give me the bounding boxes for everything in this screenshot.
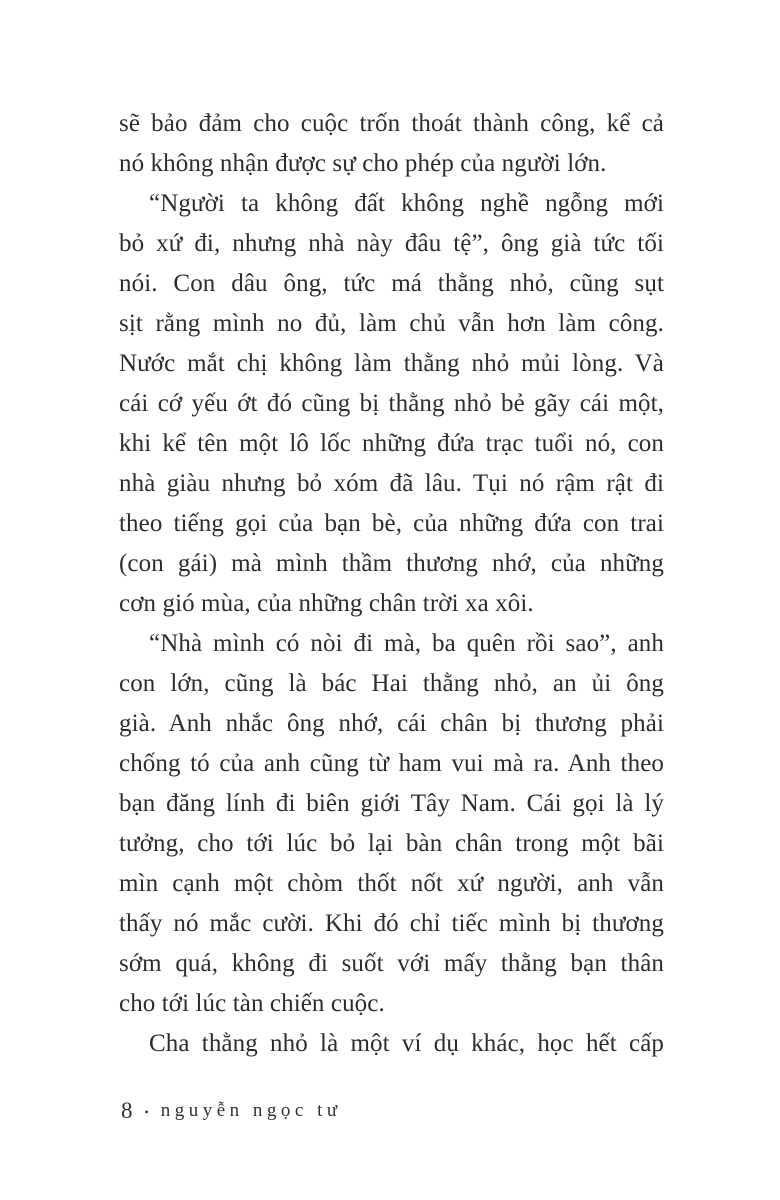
author-name: nguyễn ngọc tư — [160, 1100, 342, 1121]
page-number: 8 — [121, 1098, 133, 1123]
text-line: “Nhà mình có nòi đi mà, ba quên rồi sao”, anh — [149, 630, 664, 657]
paragraph — [119, 184, 664, 624]
text-line: cơn gió mùa, của những chân trời xa xôi. — [119, 590, 534, 617]
text-line: (con gái) mà mình thầm thương nhớ, của những — [119, 550, 664, 577]
text-line: chống tó của anh cũng từ ham vui mà ra. Anh theo — [119, 750, 664, 777]
text-line: nó không nhận được sự cho phép của người lớn. — [119, 150, 607, 177]
text-line: Nước mắt chị không làm thằng nhỏ mủi lòng. Và — [119, 350, 664, 377]
paragraph — [119, 1024, 664, 1064]
page-text — [119, 104, 664, 1064]
text-line: nhà giàu nhưng bỏ xóm đã lâu. Tụi nó rậm rật đi — [119, 470, 664, 497]
text-line: mìn cạnh một chòm thốt nốt xứ người, anh vẫn — [119, 870, 664, 897]
text-line: tưởng, cho tới lúc bỏ lại bàn chân trong một bãi — [119, 830, 664, 857]
text-line: bạn đăng lính đi biên giới Tây Nam. Cái gọi là lý — [119, 790, 664, 817]
text-line: cho tới lúc tàn chiến cuộc. — [119, 990, 385, 1017]
text-line: già. Anh nhắc ông nhớ, cái chân bị thương phải — [119, 710, 664, 737]
text-line: “Người ta không đất không nghề ngỗng mới — [149, 190, 664, 217]
page-footer — [121, 1096, 342, 1126]
text-line: theo tiếng gọi của bạn bè, của những đứa con trai — [119, 510, 664, 537]
text-line: sớm quá, không đi suốt với mấy thằng bạn thân — [119, 950, 664, 977]
text-line: thấy nó mắc cười. Khi đó chỉ tiếc mình bị thương — [119, 910, 664, 937]
text-line: nói. Con dâu ông, tức má thằng nhỏ, cũng sụt — [119, 270, 664, 297]
text-line: khi kể tên một lô lốc những đứa trạc tuổi nó, con — [119, 430, 664, 457]
footer-bullet-icon: • — [144, 1105, 149, 1119]
text-line: con lớn, cũng là bác Hai thằng nhỏ, an ủi ông — [119, 670, 664, 697]
text-line: cái cớ yếu ớt đó cũng bị thằng nhỏ bẻ gãy cái một, — [119, 390, 664, 417]
text-line: bỏ xứ đi, nhưng nhà này đâu tệ”, ông già tức tối — [119, 230, 664, 257]
text-line: sẽ bảo đảm cho cuộc trốn thoát thành công, kể cả — [119, 110, 664, 137]
paragraph — [119, 104, 664, 184]
text-line: sịt rằng mình no đủ, làm chủ vẫn hơn làm công. — [119, 310, 664, 337]
text-line: Cha thằng nhỏ là một ví dụ khác, học hết cấp — [149, 1030, 664, 1057]
paragraph — [119, 624, 664, 1024]
